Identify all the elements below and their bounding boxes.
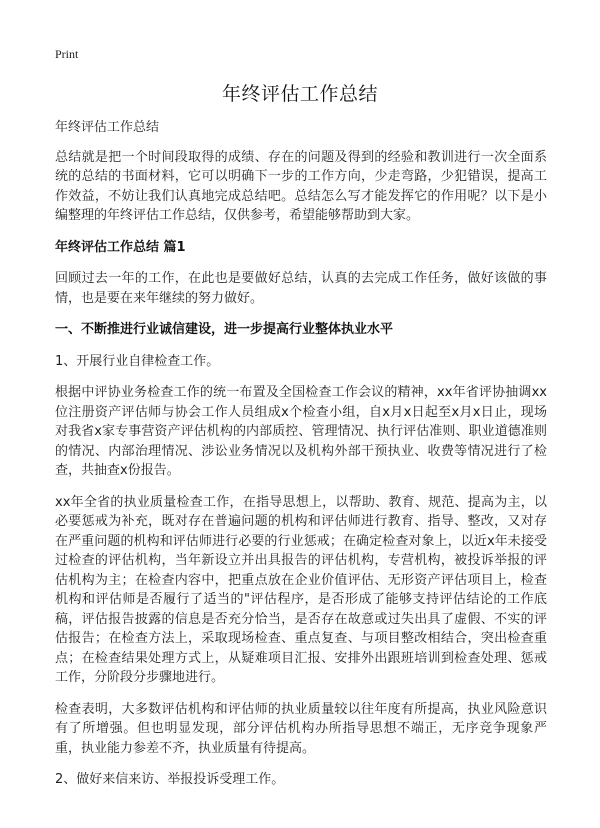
- body-paragraph: 根据中评协业务检查工作的统一布置及全国检查工作会议的精神，xx年省评协抽调xx位注册资产评估师与协会工作人员组成x个检查小组，自x月x日起至x月x日止，现场对我省x家专事营资产评估机构的内部质控、管理情况、执行评估准则、职业道德准则的情况、内部治理情况、涉讼业务情况以及机构外部干预执业、收费等情况进行了检查，共抽查x份报告。: [55, 385, 547, 478]
- intro-paragraph: 总结就是把一个时间段取得的成绩、存在的问题及得到的经验和教训进行一次全面系统的总结的书面材料，它可以明确下一步的工作方向，少走弯路，少犯错误，提高工作效益，不妨让我们认真地完成总结吧。总结怎么写才能发挥它的作用呢？以下是小编整理的年终评估工作总结，仅供参考，希望能够帮助到大家。: [55, 149, 547, 223]
- list-item: 2、做好来信来访、举报投诉受理工作。: [55, 772, 285, 787]
- body-paragraph: 检查表明，大多数评估机构和评估师的执业质量较以往年度有所提高，执业风险意识有了所增强。但也明显发现，部分评估机构办所指导思想不端正，无序竞争现象严重，执业能力参差不齐，执业质量有待提高。: [55, 701, 547, 756]
- section-paragraph: 回顾过去一年的工作，在此也是要做好总结，认真的去完成工作任务，做好该做的事情，也是要在来年继续的努力做好。: [55, 271, 547, 306]
- section-heading: 一、不断推进行业诚信建设，进一步提高行业整体执业水平: [55, 322, 394, 337]
- body-paragraph: xx年全省的执业质量检查工作，在指导思想上，以帮助、教育、规范、提高为主，以必要惩戒为补充，既对存在普遍问题的机构和评估师进行教育、指导、整改，又对存在严重问题的机构和评估师进行必要的行业惩戒；在确定检查对象上，以近x年未接受过检查的评估机构，当年新设立并出具报告的评估机构，专营机构，被投诉举报的评估机构为主；在检查内容中，把重点放在企业价值评估、无形资产评估项目上，检查机构和评估师是否履行了适当的"评估程序，是否形成了能够支持评估结论的工作底稿，评估报告披露的信息是否充分恰当，是否存在故意或过失出具了虚假、不实的评估报告；在检查方法上，采取现场检查、重点复查、与项目整改相结合，突出检查重点；在检查结果处理方式上，从疑难项目汇报、安排外出跟班培训到检查处理、惩戒工作，分阶段分步骤地进行。: [55, 494, 547, 685]
- list-item: 1、开展行业自律检查工作。: [55, 353, 220, 369]
- print-label: Print: [55, 47, 79, 61]
- document-body: [55, 118, 547, 802]
- section-title: 年终评估工作总结 篇1: [55, 239, 186, 255]
- subtitle: 年终评估工作总结: [55, 120, 160, 135]
- page-title: 年终评估工作总结: [221, 83, 378, 105]
